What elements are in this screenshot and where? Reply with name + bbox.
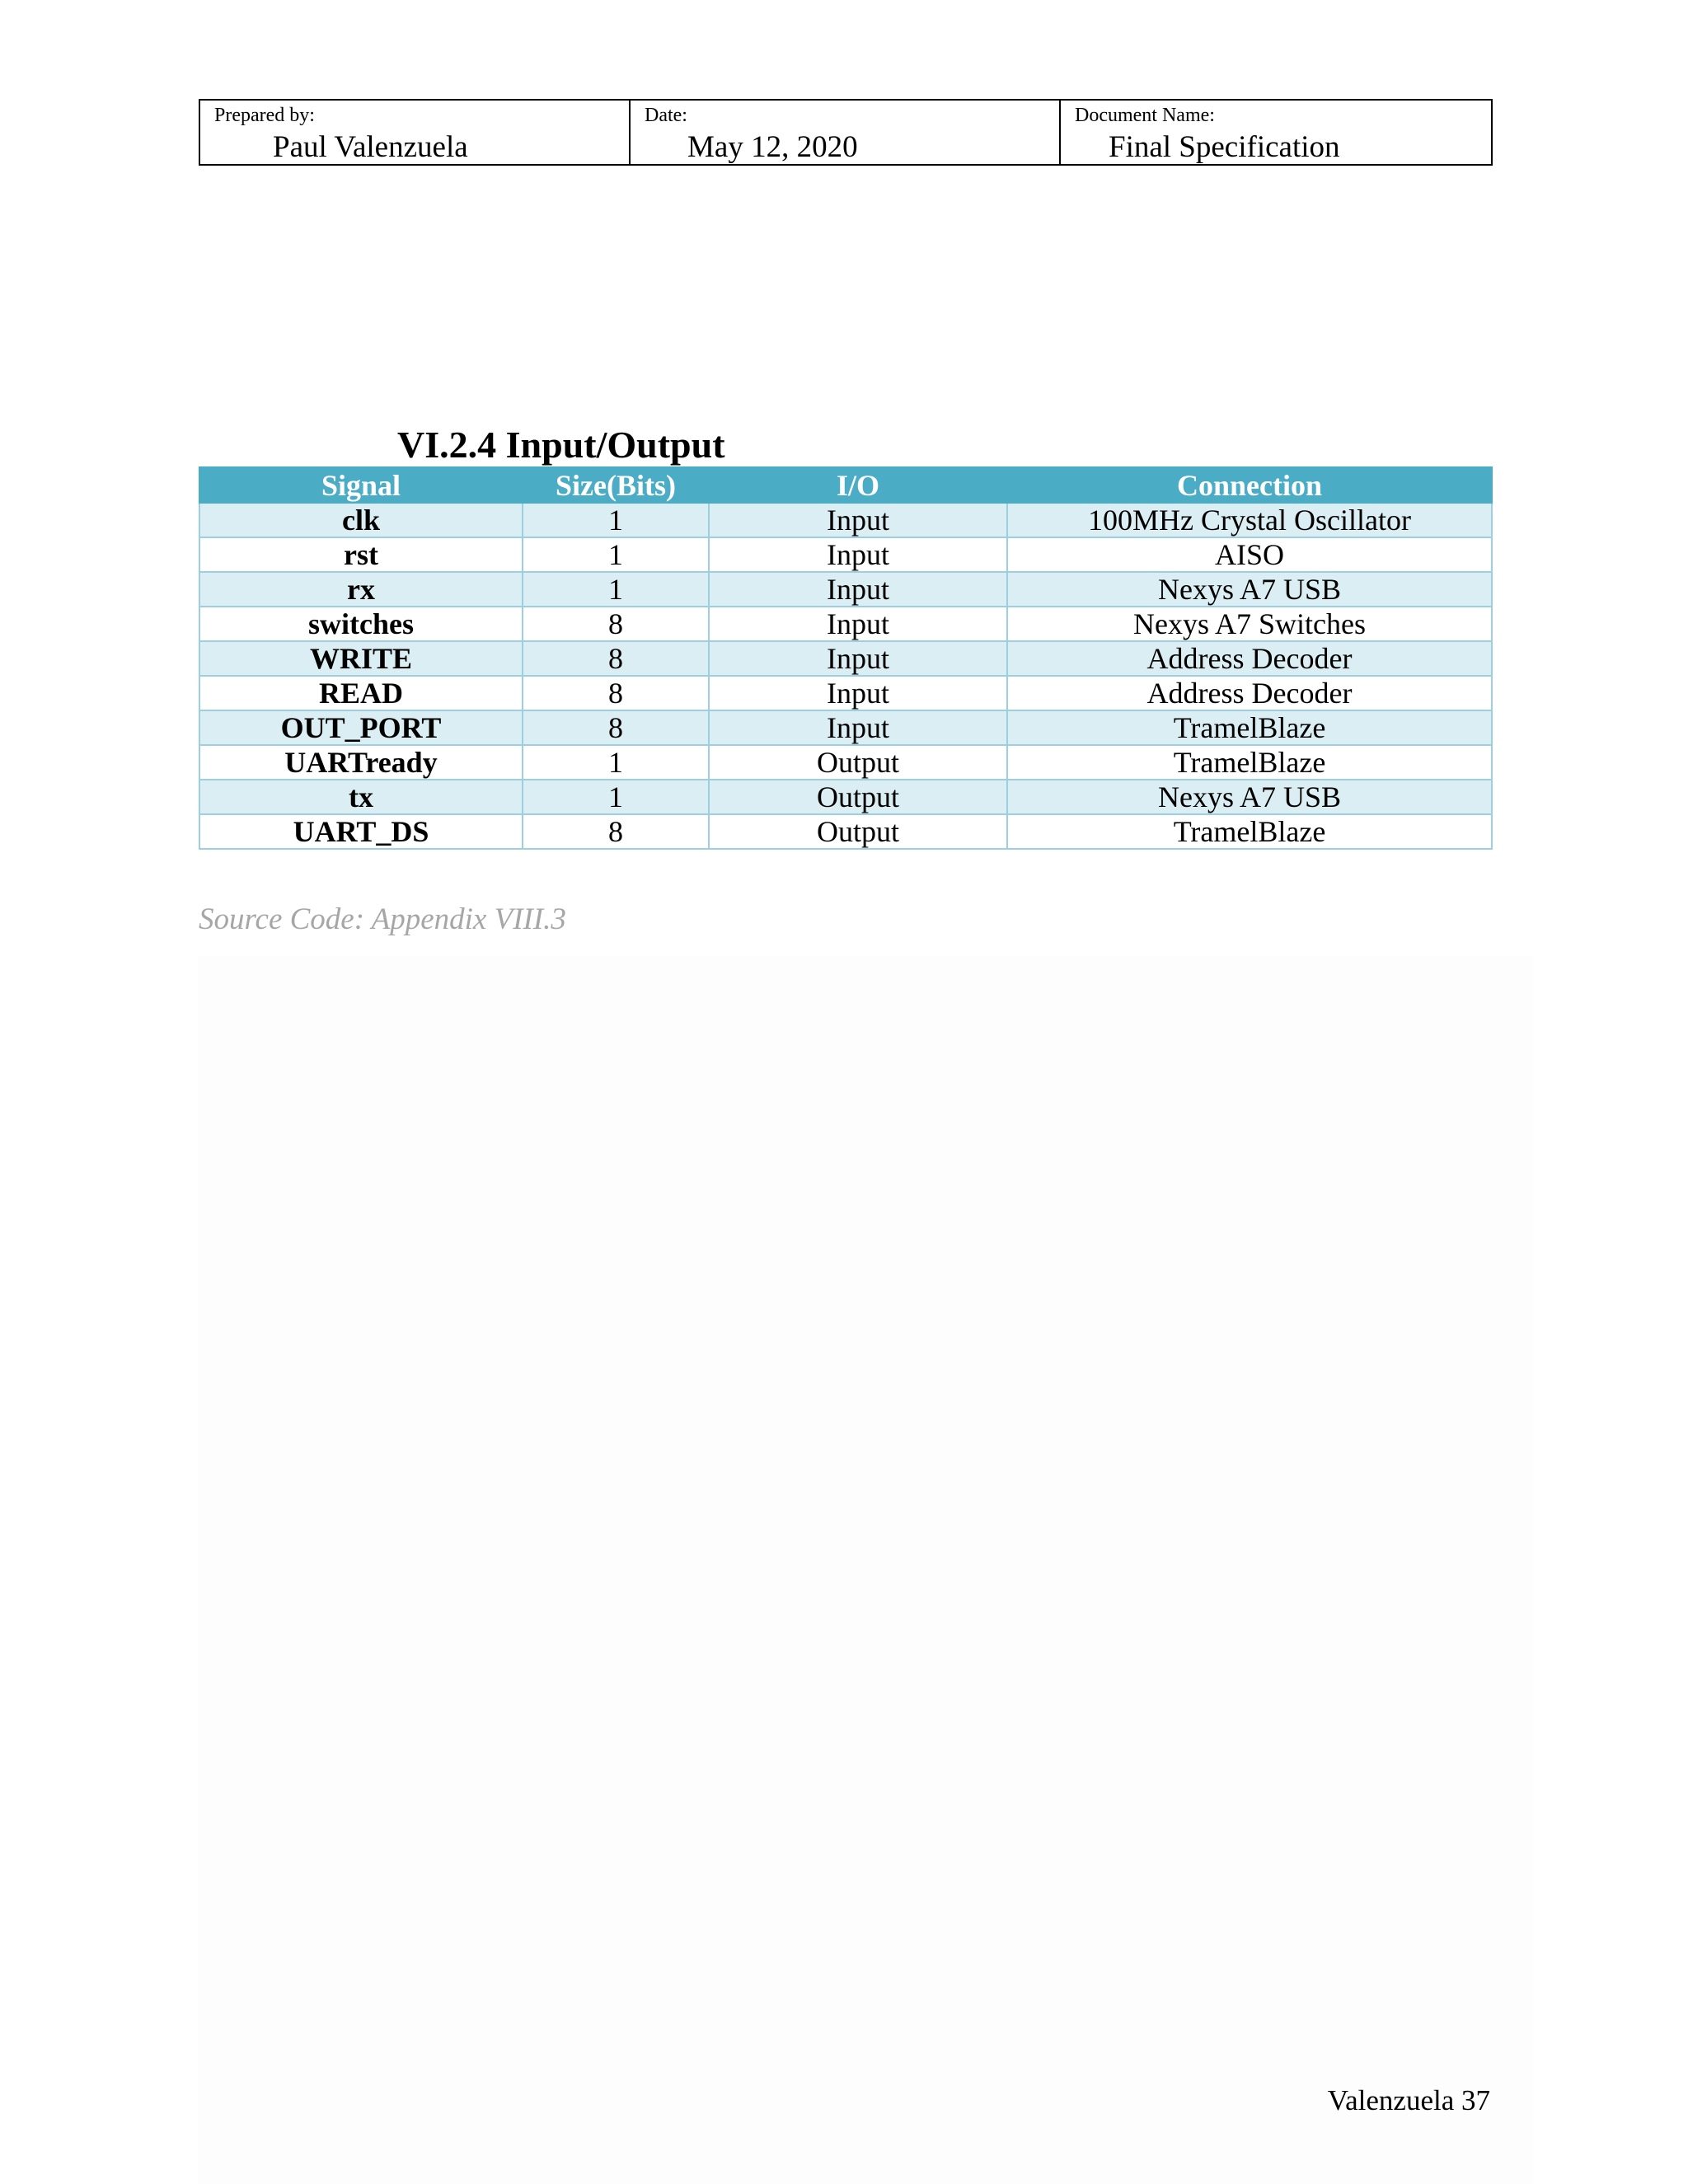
column-header-connection: Connection bbox=[1007, 467, 1492, 503]
source-code-reference: Source Code: Appendix VIII.3 bbox=[199, 902, 566, 936]
size-cell: 1 bbox=[523, 745, 709, 780]
signal-cell: WRITE bbox=[199, 641, 523, 676]
table-row bbox=[199, 607, 1492, 641]
table-row bbox=[199, 572, 1492, 607]
size-cell: 8 bbox=[523, 607, 709, 641]
size-cell: 1 bbox=[523, 537, 709, 572]
table-row bbox=[199, 745, 1492, 780]
signal-cell: clk bbox=[199, 503, 523, 537]
table-row bbox=[199, 503, 1492, 537]
size-cell: 1 bbox=[523, 780, 709, 814]
io-cell: Input bbox=[709, 676, 1007, 710]
table-row bbox=[199, 710, 1492, 745]
size-cell: 8 bbox=[523, 710, 709, 745]
page-background bbox=[198, 956, 1533, 2184]
date-label: Date: bbox=[645, 105, 687, 126]
io-cell: Input bbox=[709, 641, 1007, 676]
connection-cell: Address Decoder bbox=[1007, 641, 1492, 676]
connection-cell: TramelBlaze bbox=[1007, 710, 1492, 745]
io-cell: Input bbox=[709, 607, 1007, 641]
table-row bbox=[199, 814, 1492, 849]
size-cell: 1 bbox=[523, 572, 709, 607]
signal-cell: switches bbox=[199, 607, 523, 641]
column-header-signal: Signal bbox=[199, 467, 523, 503]
signal-cell: OUT_PORT bbox=[199, 710, 523, 745]
table-row bbox=[199, 537, 1492, 572]
connection-cell: TramelBlaze bbox=[1007, 814, 1492, 849]
table-row bbox=[199, 676, 1492, 710]
connection-cell: Nexys A7 Switches bbox=[1007, 607, 1492, 641]
connection-cell: Nexys A7 USB bbox=[1007, 780, 1492, 814]
io-cell: Output bbox=[709, 814, 1007, 849]
table-header-row bbox=[199, 467, 1492, 503]
document-header bbox=[199, 99, 1493, 166]
size-cell: 8 bbox=[523, 641, 709, 676]
date-value: May 12, 2020 bbox=[687, 130, 858, 164]
io-cell: Input bbox=[709, 503, 1007, 537]
document-name-cell bbox=[1060, 100, 1492, 165]
column-header-size: Size(Bits) bbox=[523, 467, 709, 503]
signal-cell: rx bbox=[199, 572, 523, 607]
connection-cell: Nexys A7 USB bbox=[1007, 572, 1492, 607]
date-cell bbox=[630, 100, 1060, 165]
io-cell: Input bbox=[709, 572, 1007, 607]
signal-cell: READ bbox=[199, 676, 523, 710]
signal-cell: UARTready bbox=[199, 745, 523, 780]
io-cell: Input bbox=[709, 537, 1007, 572]
prepared-by-cell bbox=[199, 100, 630, 165]
signal-cell: UART_DS bbox=[199, 814, 523, 849]
table-row bbox=[199, 780, 1492, 814]
connection-cell: AISO bbox=[1007, 537, 1492, 572]
signal-cell: tx bbox=[199, 780, 523, 814]
io-cell: Output bbox=[709, 745, 1007, 780]
io-table bbox=[199, 466, 1493, 850]
signal-cell: rst bbox=[199, 537, 523, 572]
prepared-by-value: Paul Valenzuela bbox=[273, 130, 468, 164]
document-name-label: Document Name: bbox=[1075, 105, 1215, 126]
page-footer: Valenzuela 37 bbox=[1327, 2084, 1490, 2116]
io-cell: Output bbox=[709, 780, 1007, 814]
prepared-by-label: Prepared by: bbox=[214, 105, 315, 126]
size-cell: 8 bbox=[523, 676, 709, 710]
size-cell: 1 bbox=[523, 503, 709, 537]
document-name-value: Final Specification bbox=[1109, 130, 1340, 164]
connection-cell: 100MHz Crystal Oscillator bbox=[1007, 503, 1492, 537]
section-title: VI.2.4 Input/Output bbox=[397, 424, 725, 466]
table-row bbox=[199, 641, 1492, 676]
connection-cell: TramelBlaze bbox=[1007, 745, 1492, 780]
size-cell: 8 bbox=[523, 814, 709, 849]
connection-cell: Address Decoder bbox=[1007, 676, 1492, 710]
io-cell: Input bbox=[709, 710, 1007, 745]
column-header-io: I/O bbox=[709, 467, 1007, 503]
